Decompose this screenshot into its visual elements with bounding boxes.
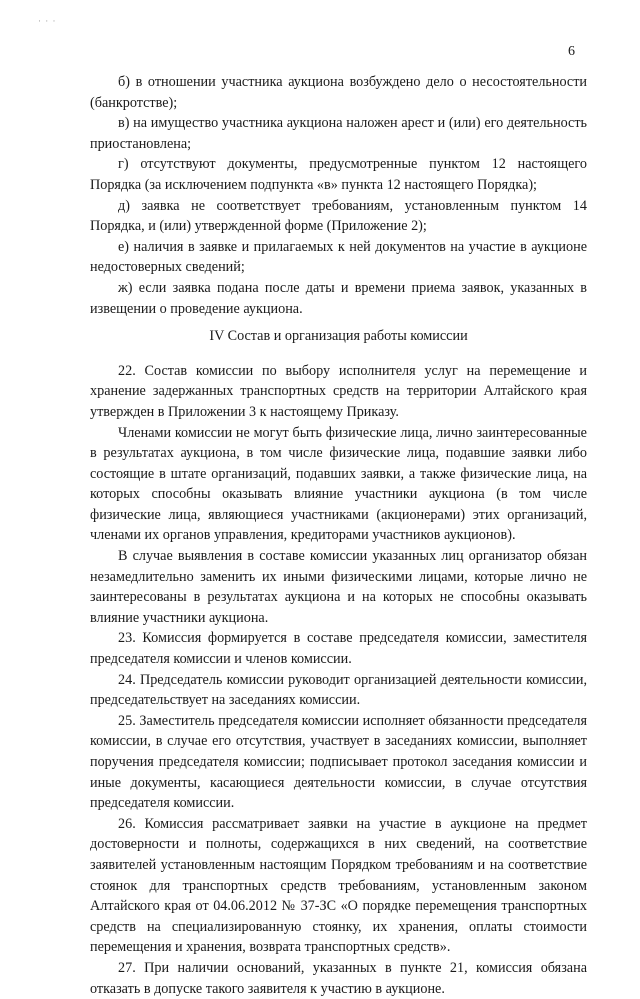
paragraph-24: 24. Председатель комиссии руководит организацией деятельности комиссии, председательствует на заседаниях комиссии.: [90, 671, 587, 709]
page-number: 6: [568, 44, 575, 59]
list-item-v: в) на имущество участника аукциона наложен арест и (или) его деятельность приостановлена;: [90, 115, 587, 152]
paragraph-members: Членами комиссии не могут быть физические лица, лично заинтересованные в результатах аукциона, в том числе физические лица, подавшие заявки либо состоящие в штате организаций, подавших заявки, а также физические лица, на которых способны оказывать влияние участники аукциона (в том числе физические лица, являющиеся участниками (акционерами) этих организаций, членами их органов управления, кредиторами участников аукционов).: [90, 424, 587, 544]
scan-mark: · · ·: [38, 16, 57, 26]
paragraph-22: 22. Состав комиссии по выбору исполнителя услуг на перемещение и хранение задержанных транспортных средств на территории Алтайского края утвержден в Приложении 3 к настоящему Приказу.: [90, 362, 587, 420]
list-item-zh: ж) если заявка подана после даты и времени приема заявок, указанных в извещении о проведение аукциона.: [90, 279, 587, 317]
section-heading: IV Состав и организация работы комиссии: [209, 328, 468, 345]
paragraph-replacement: В случае выявления в составе комиссии указанных лиц организатор обязан незамедлительно заменить их иными физическими лицами, которые лично не заинтересованы в результатах аукциона и на которых не способны оказывать влияние участники аукциона.: [90, 548, 587, 626]
paragraph-25: 25. Заместитель председателя комиссии исполняет обязанности председателя комиссии, в случае его отсутствия, участвует в заседаниях комиссии, выполняет поручения председателя комиссии; подписывает протокол заседания комиссии и иные документы, касающиеся деятельности комиссии, в случае отсутствия председателя комиссии.: [90, 712, 587, 812]
list-item-g: г) отсутствуют документы, предусмотренные пунктом 12 настоящего Порядка (за исключением подпункта «в» пункта 12 настоящего Порядка);: [90, 156, 587, 193]
list-item-d: д) заявка не соответствует требованиям, установленным пунктом 14 Порядка, и (или) утвержденной форме (Приложение 2);: [90, 197, 587, 235]
paragraph-27: 27. При наличии оснований, указанных в пункте 21, комиссия обязана отказать в допуске такого заявителя к участию в аукционе.: [90, 959, 587, 997]
paragraph-23: 23. Комиссия формируется в составе председателя комиссии, заместителя председателя комиссии и членов комиссии.: [90, 630, 587, 668]
list-item-e: е) наличия в заявке и прилагаемых к ней документов на участие в аукционе недостоверных сведений;: [90, 238, 587, 276]
document-body: [90, 72, 587, 999]
list-item-b: б) в отношении участника аукциона возбуждено дело о несостоятельности (банкротстве);: [90, 74, 587, 111]
paragraph-26: 26. Комиссия рассматривает заявки на участие в аукционе на предмет достоверности и полноты, содержащихся в них сведений, на соответствие заявителей установленным настоящим Порядком требованиям и на соответствие стоянок для транспортных средств требованиям, установленным законом Алтайского края от 04.06.2012 № 37-ЗС «О порядке перемещения транспортных средств на специализированную стоянку, их хранения, оплаты стоимости перемещения и хранения, возврата транспортных средств».: [90, 815, 587, 956]
